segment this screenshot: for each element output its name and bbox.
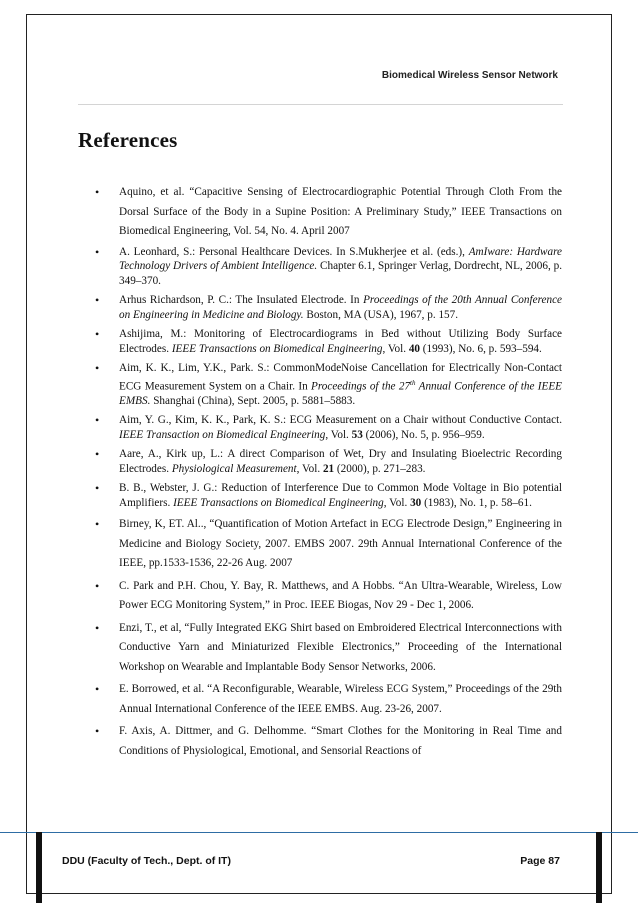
reference-text-part: Birney, K, ET. Al.., “Quantification of Motion Artefact in ECG Electrode Design,” Engineering in Medicine and Biology Society, 2007. EMBS 2007. 29th Annual International Conference of the IEEE, pp.1533-1536, 22-26 Aug. 2007	[119, 518, 562, 570]
page-number: Page 87	[520, 855, 560, 867]
section-title: References	[78, 128, 178, 152]
reference-text-part: Enzi, T., et al, “Fully Integrated EKG Shirt based on Embroidered Electrical Interconnections with Conductive Yarn and Miniaturized Flexible Electronics,” Proceeding of the International Workshop on Wearable and Implantable Body Sensor Networks, 2006.	[119, 621, 562, 673]
reference-item	[78, 619, 562, 678]
reference-text-part: , Vol.	[382, 342, 409, 355]
reference-text-part: IEEE Transactions on Biomedical Engineering	[171, 342, 383, 355]
reference-text-part: AmIware: Hardware Technology Drivers of Ambient Intelligence.	[119, 245, 562, 272]
reference-item	[78, 183, 562, 242]
reference-item	[78, 515, 562, 574]
reference-item	[78, 447, 562, 476]
reference-item	[78, 245, 562, 289]
reference-text-part: Proceedings of the 20th Annual Conference on Engineering in Medicine and Biology.	[119, 294, 562, 321]
running-header: Biomedical Wireless Sensor Network	[381, 70, 558, 81]
reference-text-part: Boston, MA (USA), 1967, p. 157.	[303, 308, 459, 321]
reference-item	[78, 577, 562, 616]
reference-text-part: Aim, K. K., Lim, Y.K., Park. S.: CommonModeNoise Cancellation for Electrically Non-Contact ECG Measurement System on a Chair. In	[119, 362, 562, 393]
reference-item	[78, 680, 562, 719]
footer-rule	[0, 832, 638, 833]
reference-text-part: E. Borrowed, et al. “A Reconfigurable, Wearable, Wireless ECG System,” Proceedings of the 29th Annual International Conference of the IEEE EMBS. Aug. 23-26, 2007.	[119, 683, 562, 715]
reference-text-part: B. B., Webster, J. G.: Reduction of Interference Due to Common Mode Voltage in Bio potential Amplifiers.	[119, 482, 562, 509]
reference-text-part: 21	[322, 462, 335, 475]
reference-text-part: , Vol.	[296, 462, 323, 475]
footer-left-bar	[36, 832, 42, 903]
reference-text-part: Aquino, et al. “Capacitive Sensing of Electrocardiographic Potential Through Cloth From the Dorsal Surface of the Body in a Supine Position: A Preliminary Study,” IEEE Transactions on Biomedical Engineering, Vol. 54, No. 4. April 2007	[119, 186, 562, 237]
reference-text-part: Aim, Y. G., Kim, K. K., Park, K. S.: ECG Measurement on a Chair without Conductive Contact.	[119, 414, 562, 427]
reference-item	[78, 413, 562, 442]
reference-text-part: , Vol.	[383, 496, 411, 509]
reference-text-part: 53	[351, 428, 363, 441]
reference-text-part: (1993), No. 6, p. 593–594.	[420, 342, 542, 355]
reference-text-part: (2000), p. 271–283.	[334, 462, 426, 475]
footer-department: DDU (Faculty of Tech., Dept. of IT)	[62, 855, 231, 867]
reference-text-part: Annual Conference of the IEEE EMBS.	[119, 380, 562, 407]
reference-text-part: Ashijima, M.: Monitoring of Electrocardiograms in Bed without Utilizing Body Surface Electrodes.	[119, 328, 562, 355]
reference-text-part: A. Leonhard, S.: Personal Healthcare Devices. In S.Mukherjee et al. (eds.),	[119, 245, 469, 258]
reference-text-part: IEEE Transactions on Biomedical Engineering	[173, 496, 384, 509]
reference-text-part: (2006), No. 5, p. 956–959.	[362, 428, 485, 441]
reference-text-part: th	[410, 378, 416, 387]
reference-item	[78, 361, 562, 408]
reference-text-part: Aare, A., Kirk up, L.: A direct Comparison of Wet, Dry and Insulating Bioelectric Recording Electrodes.	[119, 448, 562, 475]
reference-text-part: (1983), No. 1, p. 58–61.	[421, 496, 532, 509]
reference-text-part: Shanghai (China), Sept. 2005, p. 5881–5883.	[150, 394, 356, 407]
reference-list	[78, 183, 562, 764]
reference-text-part: Chapter 6.1, Springer Verlag, Dordrecht, NL, 2006, p. 349–370.	[119, 260, 562, 287]
reference-text-part: C. Park and P.H. Chou, Y. Bay, R. Matthews, and A Hobbs. “An Ultra-Wearable, Wireless, Low Power ECG Monitoring System,” in Proc. IEEE Biogas, Nov 29 - Dec 1, 2006.	[119, 579, 562, 612]
reference-text-part: Arhus Richardson, P. C.: The Insulated Electrode. In	[119, 294, 364, 306]
reference-text-part: Physiological Measurement	[171, 462, 297, 475]
reference-text-part: F. Axis, A. Dittmer, and G. Delhomme. “Smart Clothes for the Monitoring in Real Time and Conditions of Physiological, Emotional, and Sensorial Reactions of	[119, 725, 562, 757]
reference-item	[78, 327, 562, 356]
reference-text-part: , Vol.	[325, 428, 352, 441]
reference-text-part: 40	[408, 342, 420, 355]
footer-right-bar	[596, 832, 602, 903]
reference-item	[78, 293, 562, 322]
reference-text-part: 30	[410, 496, 422, 509]
header-rule	[78, 104, 563, 105]
reference-item	[78, 481, 562, 510]
reference-text-part: Proceedings of the 27	[311, 380, 411, 393]
reference-item	[78, 722, 562, 761]
reference-text-part: IEEE Transaction on Biomedical Engineering	[119, 428, 326, 441]
